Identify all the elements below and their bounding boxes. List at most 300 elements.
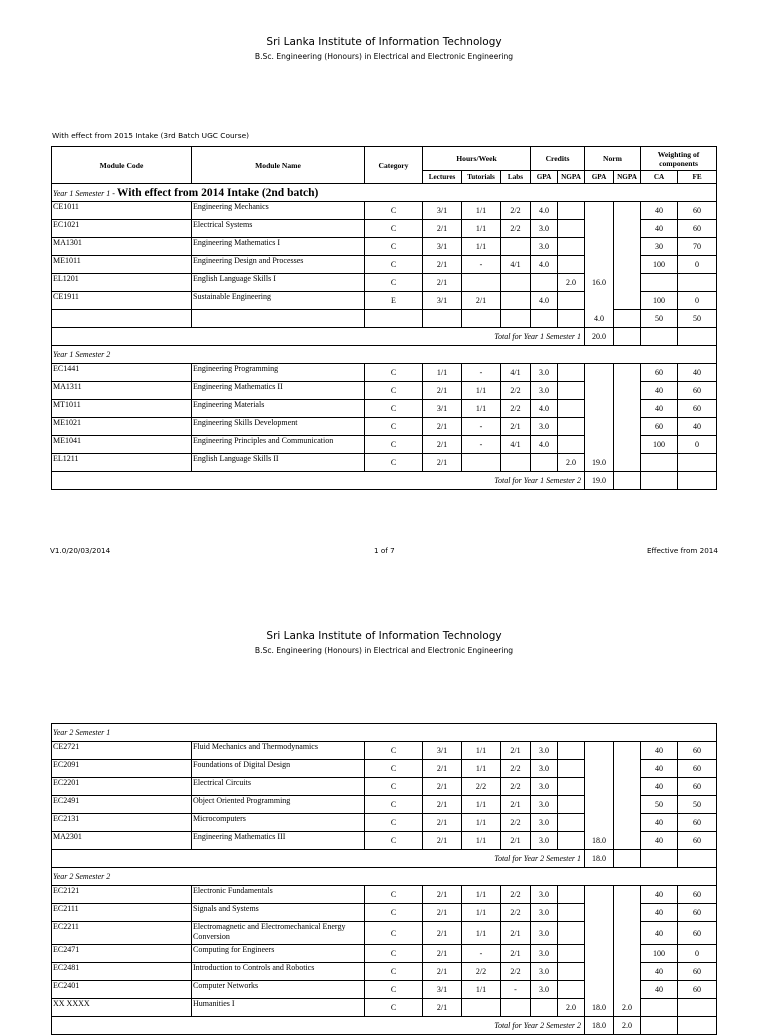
ca-cell: 40 [641, 202, 678, 220]
ngpa-cell [558, 292, 585, 310]
category-cell: C [365, 922, 423, 945]
table-row [52, 400, 717, 418]
module-code-cell: EC2121 [52, 886, 192, 904]
lectures-cell: 2/1 [423, 436, 462, 454]
header-module-name: Module Name [192, 147, 365, 184]
table-row [52, 418, 717, 436]
fe-cell: 60 [678, 886, 717, 904]
module-name-cell: Signals and Systems [192, 904, 365, 922]
category-cell: C [365, 382, 423, 400]
category-cell: C [365, 256, 423, 274]
norm-ngpa-cell [614, 220, 641, 238]
norm-gpa-cell [585, 963, 614, 981]
lectures-cell: 3/1 [423, 400, 462, 418]
category-cell: C [365, 999, 423, 1017]
fe-cell: 60 [678, 382, 717, 400]
gpa-cell: 3.0 [531, 963, 558, 981]
tutorials-cell: - [462, 364, 501, 382]
labs-cell [501, 292, 531, 310]
header-labs: Labs [501, 171, 531, 184]
fe-cell: 40 [678, 418, 717, 436]
header-lectures: Lectures [423, 171, 462, 184]
ca-cell: 40 [641, 400, 678, 418]
ngpa-cell [558, 400, 585, 418]
fe-cell: 0 [678, 292, 717, 310]
module-name-cell: Engineering Skills Development [192, 418, 365, 436]
ngpa-cell: 2.0 [558, 999, 585, 1017]
table-row [52, 886, 717, 904]
norm-ngpa-cell [614, 364, 641, 382]
table-row [52, 760, 717, 778]
norm-ngpa-cell [614, 292, 641, 310]
labs-cell [501, 238, 531, 256]
ngpa-cell [558, 945, 585, 963]
norm-ngpa-cell [614, 963, 641, 981]
norm-ngpa-cell [614, 832, 641, 850]
module-code-cell: EC2111 [52, 904, 192, 922]
module-name-cell: Electrical Circuits [192, 778, 365, 796]
gpa-cell: 3.0 [531, 220, 558, 238]
norm-ngpa-cell [614, 202, 641, 220]
table-row [52, 256, 717, 274]
norm-ngpa-cell [614, 886, 641, 904]
fe-cell: 0 [678, 256, 717, 274]
header-ca: CA [641, 171, 678, 184]
semester-total: 20.0 [585, 328, 614, 346]
norm-ngpa-cell [614, 418, 641, 436]
module-table-page1 [51, 146, 717, 490]
ca-cell: 100 [641, 436, 678, 454]
tutorials-cell: 1/1 [462, 981, 501, 999]
ngpa-cell [558, 364, 585, 382]
tutorials-cell: 1/1 [462, 832, 501, 850]
table-row [52, 382, 717, 400]
gpa-cell: 3.0 [531, 364, 558, 382]
module-name-cell: Sustainable Engineering [192, 292, 365, 310]
degree-title: B.Sc. Engineering (Honours) in Electrical and Electronic Engineering [254, 646, 514, 655]
ca-cell: 40 [641, 382, 678, 400]
semester-total-label: Total for Year 2 Semester 1 [52, 850, 585, 868]
category-cell: C [365, 981, 423, 999]
ca-cell [641, 454, 678, 472]
labs-cell: 2/1 [501, 418, 531, 436]
fe-cell: 40 [678, 364, 717, 382]
labs-cell: 2/2 [501, 382, 531, 400]
module-code-cell: EC2211 [52, 922, 192, 945]
labs-cell: 4/1 [501, 256, 531, 274]
norm-gpa-cell: 18.0 [585, 832, 614, 850]
ca-cell: 40 [641, 904, 678, 922]
fe-cell: 0 [678, 436, 717, 454]
category-cell: C [365, 904, 423, 922]
lectures-cell: 2/1 [423, 274, 462, 292]
module-code-cell: ME1041 [52, 436, 192, 454]
category-cell: C [365, 436, 423, 454]
category-cell: C [365, 778, 423, 796]
module-code-cell: EC2401 [52, 981, 192, 999]
labs-cell: 2/2 [501, 886, 531, 904]
ca-cell: 40 [641, 832, 678, 850]
tutorials-cell: - [462, 436, 501, 454]
norm-ngpa-cell [614, 454, 641, 472]
gpa-cell: 3.0 [531, 796, 558, 814]
labs-cell: 2/2 [501, 400, 531, 418]
module-code-cell: EC2471 [52, 945, 192, 963]
lectures-cell: 3/1 [423, 981, 462, 999]
table-row [52, 922, 717, 945]
ca-cell: 60 [641, 364, 678, 382]
gpa-cell: 3.0 [531, 382, 558, 400]
norm-gpa-cell [585, 202, 614, 220]
category-cell: C [365, 814, 423, 832]
lectures-cell: 2/1 [423, 220, 462, 238]
labs-cell: 2/1 [501, 945, 531, 963]
tutorials-cell: 1/1 [462, 238, 501, 256]
tutorials-cell: 1/1 [462, 814, 501, 832]
tutorials-cell: 1/1 [462, 220, 501, 238]
gpa-cell: 3.0 [531, 886, 558, 904]
gpa-cell: 3.0 [531, 945, 558, 963]
institute-title: Sri Lanka Institute of Information Technology [266, 36, 502, 48]
table-row [52, 796, 717, 814]
gpa-cell: 3.0 [531, 814, 558, 832]
norm-gpa-cell [585, 436, 614, 454]
category-cell: C [365, 418, 423, 436]
labs-cell: 2/2 [501, 814, 531, 832]
lectures-cell: 3/1 [423, 238, 462, 256]
norm-ngpa-cell [614, 922, 641, 945]
tutorials-cell: - [462, 945, 501, 963]
ngpa-cell: 2.0 [558, 274, 585, 292]
lectures-cell: 2/1 [423, 963, 462, 981]
norm-ngpa-cell [614, 436, 641, 454]
norm-gpa-cell [585, 382, 614, 400]
tutorials-cell: 1/1 [462, 382, 501, 400]
gpa-cell: 4.0 [531, 292, 558, 310]
ngpa-cell [558, 436, 585, 454]
norm-ngpa-cell [614, 760, 641, 778]
header-fe: FE [678, 171, 717, 184]
module-code-cell: CE1011 [52, 202, 192, 220]
norm-ngpa-cell [614, 904, 641, 922]
module-code-cell: MA2301 [52, 832, 192, 850]
semester-label: Year 1 Semester 2 [52, 346, 717, 364]
footer-page-number: 1 of 7 [374, 546, 395, 555]
ca-cell: 100 [641, 945, 678, 963]
labs-cell: 4/1 [501, 364, 531, 382]
module-code-cell: EC1441 [52, 364, 192, 382]
ca-cell [641, 999, 678, 1017]
ca-cell: 40 [641, 922, 678, 945]
ngpa-cell [558, 981, 585, 999]
tutorials-cell [462, 999, 501, 1017]
table-row [52, 292, 717, 310]
module-code-cell: XX XXXX [52, 999, 192, 1017]
labs-cell: 2/2 [501, 220, 531, 238]
tutorials-cell: 2/2 [462, 963, 501, 981]
category-cell: C [365, 945, 423, 963]
lectures-cell: 2/1 [423, 999, 462, 1017]
tutorials-cell [462, 274, 501, 292]
fe-cell: 60 [678, 760, 717, 778]
intake-note: With effect from 2014 Intake (2nd batch) [116, 186, 319, 199]
module-name-cell: Engineering Mathematics I [192, 238, 365, 256]
tutorials-cell: 1/1 [462, 886, 501, 904]
module-code-cell: MA1301 [52, 238, 192, 256]
gpa-cell: 3.0 [531, 832, 558, 850]
labs-cell: 4/1 [501, 436, 531, 454]
lectures-cell: 2/1 [423, 832, 462, 850]
labs-cell: 2/1 [501, 922, 531, 945]
module-name-cell: Object Oriented Programming [192, 796, 365, 814]
semester-total-ngpa: 2.0 [614, 1017, 641, 1035]
tutorials-cell: 1/1 [462, 760, 501, 778]
lectures-cell: 2/1 [423, 760, 462, 778]
module-code-cell: MA1311 [52, 382, 192, 400]
tutorials-cell: - [462, 418, 501, 436]
ngpa-cell [558, 796, 585, 814]
norm-gpa-cell [585, 292, 614, 310]
module-name-cell: Engineering Design and Processes [192, 256, 365, 274]
fe-cell: 70 [678, 238, 717, 256]
table-row [52, 778, 717, 796]
table-row [52, 364, 717, 382]
norm-gpa-cell: 16.0 [585, 274, 614, 292]
module-code-cell: EC2491 [52, 796, 192, 814]
lectures-cell: 2/1 [423, 886, 462, 904]
gpa-cell: 3.0 [531, 742, 558, 760]
norm-gpa-cell [585, 742, 614, 760]
ca-cell: 100 [641, 256, 678, 274]
norm-gpa-cell: 19.0 [585, 454, 614, 472]
module-code-cell: EC2091 [52, 760, 192, 778]
ngpa-cell [558, 814, 585, 832]
norm-gpa-cell [585, 760, 614, 778]
header-weighting: Weighting of components [641, 147, 717, 171]
module-code-cell: EC2131 [52, 814, 192, 832]
fe-cell: 50 [678, 796, 717, 814]
fe-cell: 60 [678, 963, 717, 981]
ca-cell: 40 [641, 220, 678, 238]
labs-cell: 2/2 [501, 778, 531, 796]
semester-total: 18.0 [585, 1017, 614, 1035]
header-tutorials: Tutorials [462, 171, 501, 184]
header-ngpa: NGPA [558, 171, 585, 184]
institute-title: Sri Lanka Institute of Information Technology [266, 630, 502, 642]
norm-ngpa-cell [614, 382, 641, 400]
header-norm-ngpa: NGPA [614, 171, 641, 184]
category-cell: C [365, 454, 423, 472]
ngpa-cell [558, 418, 585, 436]
norm-gpa-cell [585, 364, 614, 382]
semester-label: Year 1 Semester 1 - With effect from 2014 Intake (2nd batch) [52, 184, 717, 202]
footer-version: V1.0/20/03/2014 [50, 546, 111, 555]
gpa-cell: 3.0 [531, 760, 558, 778]
ngpa-cell [558, 382, 585, 400]
fe-cell [678, 454, 717, 472]
tutorials-cell: 1/1 [462, 922, 501, 945]
fe-cell: 60 [678, 778, 717, 796]
norm-ngpa-cell [614, 274, 641, 292]
ca-cell: 40 [641, 981, 678, 999]
module-code-cell: ME1011 [52, 256, 192, 274]
category-cell: C [365, 886, 423, 904]
ca-cell: 60 [641, 418, 678, 436]
norm-gpa-cell [585, 796, 614, 814]
category-cell: C [365, 400, 423, 418]
fe-cell [678, 274, 717, 292]
module-name-cell: Engineering Principles and Communication [192, 436, 365, 454]
lectures-cell: 2/1 [423, 922, 462, 945]
semester-label: Year 2 Semester 1 [52, 724, 717, 742]
norm-gpa-cell [585, 886, 614, 904]
module-name-cell: Engineering Materials [192, 400, 365, 418]
module-name-cell: Electrical Systems [192, 220, 365, 238]
ngpa-cell: 2.0 [558, 454, 585, 472]
header-norm: Norm [585, 147, 641, 171]
table-row [52, 454, 717, 472]
labs-cell: 2/2 [501, 760, 531, 778]
semester-label: Year 2 Semester 2 [52, 868, 717, 886]
norm-ngpa-cell [614, 814, 641, 832]
table-row [52, 981, 717, 999]
category-cell: C [365, 202, 423, 220]
norm-gpa-cell [585, 778, 614, 796]
norm-gpa-cell [585, 238, 614, 256]
fe-cell [678, 999, 717, 1017]
labs-cell [501, 999, 531, 1017]
tutorials-cell [462, 454, 501, 472]
tutorials-cell: 1/1 [462, 904, 501, 922]
ngpa-cell [558, 256, 585, 274]
category-cell: C [365, 963, 423, 981]
ca-cell: 100 [641, 292, 678, 310]
norm-gpa-cell [585, 220, 614, 238]
norm-ngpa-cell [614, 400, 641, 418]
norm-ngpa-cell [614, 796, 641, 814]
fe-cell: 60 [678, 742, 717, 760]
fe-cell: 0 [678, 945, 717, 963]
tutorials-cell: 1/1 [462, 796, 501, 814]
lectures-cell: 2/1 [423, 454, 462, 472]
table-row [52, 945, 717, 963]
norm-gpa-cell [585, 945, 614, 963]
gpa-cell: 3.0 [531, 904, 558, 922]
gpa-cell: 3.0 [531, 981, 558, 999]
module-code-cell: MT1011 [52, 400, 192, 418]
norm-gpa-cell: 18.0 [585, 999, 614, 1017]
ca-cell: 30 [641, 238, 678, 256]
ngpa-cell [558, 886, 585, 904]
module-code-cell: EC2201 [52, 778, 192, 796]
tutorials-cell: 2/1 [462, 292, 501, 310]
ngpa-cell [558, 778, 585, 796]
category-cell: C [365, 274, 423, 292]
effect-note: With effect from 2015 Intake (3rd Batch UGC Course) [52, 131, 249, 140]
tutorials-cell: 2/2 [462, 778, 501, 796]
norm-gpa-cell [585, 418, 614, 436]
tutorials-cell: 1/1 [462, 202, 501, 220]
lectures-cell: 3/1 [423, 292, 462, 310]
lectures-cell: 2/1 [423, 814, 462, 832]
norm-ngpa-cell [614, 981, 641, 999]
gpa-cell [531, 999, 558, 1017]
module-name-cell: Fluid Mechanics and Thermodynamics [192, 742, 365, 760]
ngpa-cell [558, 832, 585, 850]
fe-cell: 60 [678, 832, 717, 850]
table-row [52, 963, 717, 981]
module-code-cell: EL1201 [52, 274, 192, 292]
gpa-cell: 3.0 [531, 778, 558, 796]
module-name-cell: English Language Skills I [192, 274, 365, 292]
lectures-cell: 3/1 [423, 202, 462, 220]
lectures-cell: 2/1 [423, 778, 462, 796]
table-row [52, 238, 717, 256]
module-name-cell: Electromagnetic and Electromechanical Energy Conversion [192, 922, 365, 945]
fe-cell: 60 [678, 904, 717, 922]
header-module-code: Module Code [52, 147, 192, 184]
tutorials-cell: 1/1 [462, 400, 501, 418]
header-credits: Credits [531, 147, 585, 171]
fe-cell: 60 [678, 202, 717, 220]
norm-ngpa-cell [614, 778, 641, 796]
fe-cell: 60 [678, 981, 717, 999]
module-name-cell: Engineering Mathematics III [192, 832, 365, 850]
category-cell: C [365, 364, 423, 382]
module-name-cell: Introduction to Controls and Robotics [192, 963, 365, 981]
tutorials-cell: 1/1 [462, 742, 501, 760]
fe-cell: 60 [678, 814, 717, 832]
gpa-cell [531, 454, 558, 472]
module-name-cell: Engineering Mechanics [192, 202, 365, 220]
module-code-cell: CE2721 [52, 742, 192, 760]
category-cell: E [365, 292, 423, 310]
category-cell: C [365, 742, 423, 760]
table-row [52, 742, 717, 760]
norm-ngpa-cell [614, 238, 641, 256]
module-code-cell: CE1911 [52, 292, 192, 310]
fe-cell: 60 [678, 922, 717, 945]
module-name-cell: Foundations of Digital Design [192, 760, 365, 778]
gpa-cell: 3.0 [531, 922, 558, 945]
norm-gpa-cell [585, 904, 614, 922]
gpa-cell: 4.0 [531, 256, 558, 274]
category-cell: C [365, 238, 423, 256]
labs-cell: 2/2 [501, 963, 531, 981]
labs-cell: - [501, 981, 531, 999]
ca-cell [641, 274, 678, 292]
ca-cell: 50 [641, 310, 678, 328]
lectures-cell: 3/1 [423, 742, 462, 760]
lectures-cell: 2/1 [423, 796, 462, 814]
module-name-cell: Computer Networks [192, 981, 365, 999]
table-row [52, 814, 717, 832]
semester-total: 18.0 [585, 850, 614, 868]
module-table-page2 [51, 723, 717, 1035]
semester-total-label: Total for Year 1 Semester 2 [52, 472, 585, 490]
table-row [52, 202, 717, 220]
header-hours-week: Hours/Week [423, 147, 531, 171]
ca-cell: 40 [641, 963, 678, 981]
module-name-cell: English Language Skills II [192, 454, 365, 472]
ngpa-cell [558, 904, 585, 922]
ca-cell: 40 [641, 778, 678, 796]
lectures-cell: 1/1 [423, 364, 462, 382]
labs-cell [501, 274, 531, 292]
labs-cell [501, 454, 531, 472]
module-name-cell: Engineering Programming [192, 364, 365, 382]
ca-cell: 40 [641, 814, 678, 832]
